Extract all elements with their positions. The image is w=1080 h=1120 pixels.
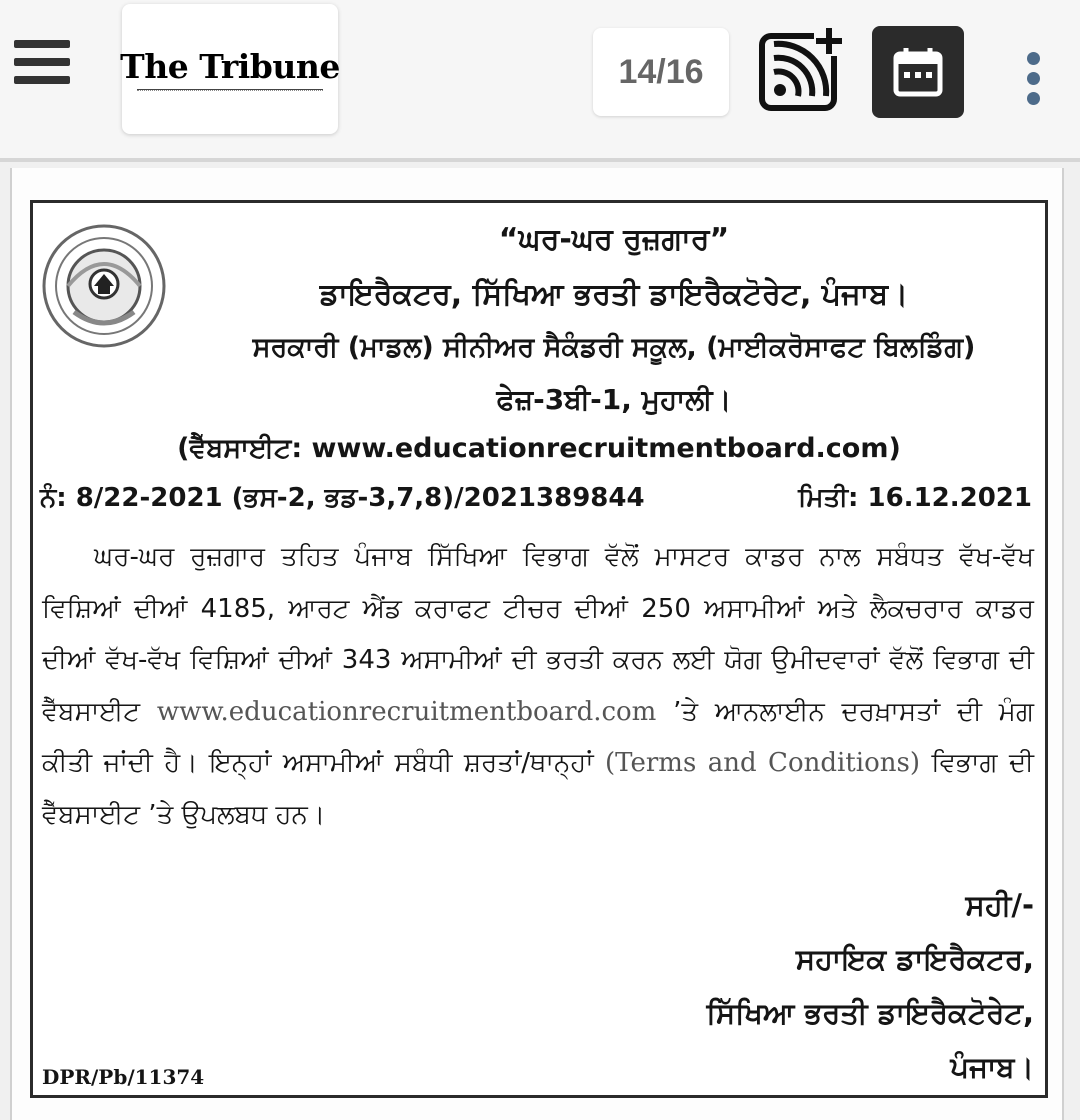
rss-add-icon[interactable] — [758, 26, 844, 112]
notice-body — [42, 532, 1034, 841]
notice-directorate: ਡਾਇਰੈਕਟਰ, ਸਿੱਖਿਆ ਭਰਤੀ ਡਾਇਰੈਕਟੋਰੇਟ, ਪੰਜਾਬ। — [319, 277, 909, 312]
notice-signatory-office: ਸਿੱਖਿਆ ਭਰਤੀ ਡਾਇਰੈਕਟੋਰੇਟ, — [706, 996, 1034, 1030]
hamburger-menu-icon[interactable] — [14, 36, 72, 88]
toolbar-divider — [0, 158, 1080, 162]
notice-school-address: ਸਰਕਾਰੀ (ਮਾਡਲ) ਸੀਨੀਅਰ ਸੈਕੰਡਰੀ ਸਕੂਲ, (ਮਾਈਕਰੋਸਾਫਟ ਬਿਲਡਿੰਗ) — [252, 332, 976, 363]
notice-signature: ਸਹੀ/- — [965, 888, 1034, 922]
notice-date: ਮਿਤੀ: 16.12.2021 — [798, 483, 1032, 513]
notice-body-part3: ਵਿਭਾਗ ਦੀ ਵੈੱਬਸਾਈਟ ’ਤੇ ਉਪਲਬਧ ਹਨ। — [42, 748, 1035, 830]
calendar-icon[interactable] — [872, 26, 964, 118]
page-indicator[interactable]: 14/16 — [593, 28, 729, 116]
notice-body-part2: ’ਤੇ ਆਨਲਾਈਨ ਦਰਖ਼ਾਸਤਾਂ ਦੀ ਮੰਗ ਕੀਤੀ ਜਾਂਦੀ ਹੈ। ਇਨ੍ਹਾਂ ਅਸਾਮੀਆਂ ਸਬੰਧੀ ਸ਼ਰਤਾਂ/ਥਾਨ੍ਹਾਂ — [42, 696, 1034, 778]
notice-body-url: www.educationrecruitmentboard.com — [156, 696, 657, 727]
notice-slogan: “ਘਰ-ਘਰ ਰੁਜ਼ਗਾਰ” — [498, 222, 730, 257]
notice-website: (ਵੈੱਬਸਾਈਟ: www.educationrecruitmentboard.com) — [177, 433, 901, 464]
notice-signatory-title: ਸਹਾਇਕ ਡਾਇਰੈਕਟਰ, — [795, 942, 1034, 976]
notice-body-part1: ਘਰ-ਘਰ ਰੁਜ਼ਗਾਰ ਤਹਿਤ ਪੰਜਾਬ ਸਿੱਖਿਆ ਵਿਭਾਗ ਵੱਲੋਂ ਮਾਸਟਰ ਕਾਡਰ ਨਾਲ ਸਬੰਧਤ ਵੱਖ-ਵੱਖ ਵਿਸ਼ਿਆਂ ਦੀਆਂ 4185, ਆਰਟ ਐਂਡ ਕਰਾਫਟ ਟੀਚਰ ਦੀਆਂ 250 ਅਸਾਮੀਆਂ ਅਤੇ ਲੈਕਚਰਾਰ ਕਾਡਰ ਦੀਆਂ ਵੱਖ-ਵੱਖ ਵਿਸ਼ਿਆਂ ਦੀਆਂ 343 ਅਸਾਮੀਆਂ ਦੀ ਭਰਤੀ ਕਰਨ ਲਈ ਯੋਗ ਉਮੀਦਵਾਰਾਂ ਵੱਲੋਂ ਵਿਭਾਗ ਦੀ ਵੈੱਬਸਾਈਟ — [42, 542, 1034, 727]
notice-dpr-code: DPR/Pb/11374 — [42, 1065, 205, 1089]
app-toolbar — [0, 0, 1080, 158]
government-seal-icon — [40, 222, 168, 350]
logo-text: The Tribune — [120, 47, 340, 86]
notice-body-terms: (Terms and Conditions) — [593, 748, 932, 778]
notice-signatory-state: ਪੰਜਾਬ। — [950, 1050, 1034, 1084]
publication-logo[interactable] — [122, 4, 338, 134]
logo-underline — [137, 89, 323, 91]
more-vert-icon[interactable] — [1016, 46, 1050, 112]
notice-phase-address: ਫੇਜ਼-3ਬੀ-1, ਮੁਹਾਲੀ। — [496, 383, 732, 416]
notice-reference-number: ਨੰ: 8/22-2021 (ਭਸ-2, ਭਡ-3,7,8)/2021389844 — [40, 483, 645, 513]
